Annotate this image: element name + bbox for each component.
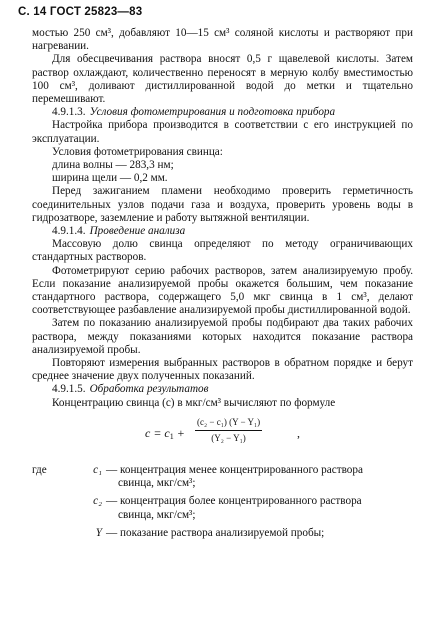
definition-c2-line1: — концентрация более концентрированного раствора <box>106 495 362 508</box>
formula-denominator: (Y₂ − Y₁) <box>211 433 246 444</box>
section-heading-4-9-1-4 <box>32 225 413 238</box>
paragraph-formula-intro: Концентрацию свинца (с) в мкг/см³ вычисляют по формуле <box>52 396 336 409</box>
condition-slit-width: ширина щели — 0,2 мм. <box>52 172 168 185</box>
section-title: Обработка результатов <box>89 383 209 396</box>
paragraph-instrument-setup: Настройка прибора производится в соответствии с его инструкцией по эксплуатации. <box>32 119 413 145</box>
paragraph-method: Массовую долю свинца определяют по методу ограничивающих стандартных растворов. <box>32 238 413 264</box>
conditions-title: Условия фотометрирования свинца: <box>52 145 223 158</box>
definition-c1-line1: — концентрация менее концентрированного раствора <box>106 463 363 476</box>
page-header: С. 14 ГОСТ 25823—83 <box>18 6 143 18</box>
definition-c1 <box>32 464 413 490</box>
definition-c2-line2: свинца, мкг/см³; <box>118 508 196 521</box>
section-number: 4.9.1.5. <box>52 383 86 396</box>
concentration-formula <box>32 416 413 454</box>
definition-y <box>32 527 413 540</box>
definition-y-text: — показание раствора анализируемой пробы; <box>106 526 325 539</box>
formula-fraction <box>195 416 262 445</box>
where-label: где <box>32 463 47 476</box>
formula-definitions <box>32 464 413 540</box>
formula-lhs-subscript: 1 <box>169 431 174 441</box>
section-heading-4-9-1-5 <box>32 383 413 396</box>
definition-c1-text <box>106 464 413 490</box>
section-title: Условия фотометрирования и подготовка прибора <box>89 106 336 119</box>
paragraph-select-solutions: Затем по показанию анализируемой пробы подбирают два таких рабочих раствора, между показаниями которых находится показание раствора анализируемой пробы. <box>32 317 413 356</box>
paragraph-repeat-measurements: Повторяют измерения выбранных растворов в обратном порядке и берут среднее значение двух полученных показаний. <box>32 357 413 383</box>
page-body <box>32 27 413 545</box>
symbol-y: Y <box>95 526 102 539</box>
paragraph-continuation: мостью 250 см³, добавляют 10—15 см³ соляной кислоты и растворяют при нагревании. <box>32 27 413 53</box>
section-heading-4-9-1-3 <box>32 106 413 119</box>
section-number: 4.9.1.4. <box>52 225 86 238</box>
formula-numerator: (c₂ − c₁) (Y − Y₁) <box>195 416 262 431</box>
formula-lhs-text: c = c <box>145 425 170 440</box>
paragraph-decolorization: Для обесцвечивания раствора вносят 0,5 г щавелевой кислоты. Затем раствор охлаждают, количественно переносят в мерную колбу вместимостью 100 см³, доливают дистиллированной водой до метки и тщательно перемешивают. <box>32 53 413 106</box>
definition-c1-line2: свинца, мкг/см³; <box>118 477 196 490</box>
symbol-c1: c₁ <box>93 463 102 476</box>
condition-wavelength: длина волны — 283,3 нм; <box>52 159 174 172</box>
definition-c2-text <box>106 495 413 521</box>
formula-tail: , <box>297 425 300 440</box>
paragraph-photometry: Фотометрируют серию рабочих растворов, затем анализируемую пробу. Если показание анализируемой пробы окажется большим, чем показание стандартного раствора, содержащего 5,0 мкг свинца в 1 см³, делают соответствующее разбавление анализируемой пробы дистиллированной водой. <box>32 264 413 317</box>
section-number: 4.9.1.3. <box>52 106 86 119</box>
section-title: Проведение анализа <box>89 225 186 238</box>
formula-plus: + <box>176 425 185 440</box>
paragraph-flame-ignition: Перед зажиганием пламени необходимо проверить герметичность соединительных узлов подачи газа и воздуха, проверить уровень воды в гидрозатворе, заземление и работу вытяжной вентиляции. <box>32 185 413 224</box>
definition-c2 <box>32 495 413 521</box>
symbol-c2: c₂ <box>93 495 102 508</box>
formula-lhs <box>145 427 185 443</box>
